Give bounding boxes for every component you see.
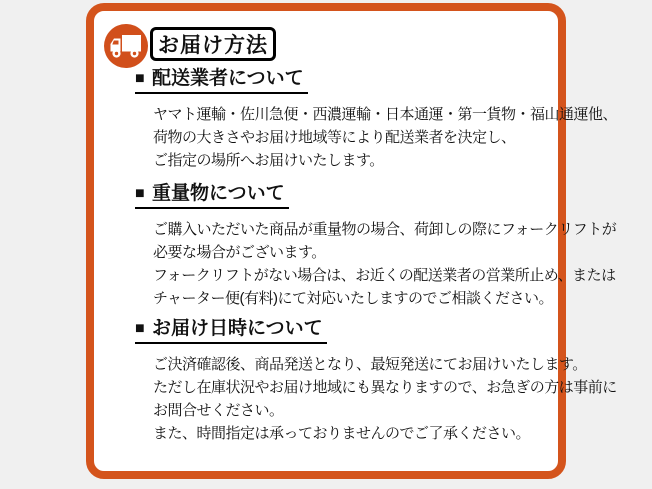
body-line: ご指定の場所へお届けいたします。 bbox=[153, 152, 384, 169]
truck-icon bbox=[104, 24, 148, 68]
section-delivery-datetime bbox=[135, 318, 617, 445]
section-body bbox=[135, 353, 617, 445]
body-line: ヤマト運輸・佐川急便・西濃運輸・日本通運・第一貨物・福山通運他、 bbox=[153, 106, 618, 123]
body-line: ただし在庫状況やお届け地域にも異なりますので、お急ぎの方は事前に bbox=[153, 379, 617, 396]
bullet-square-icon: ■ bbox=[135, 70, 145, 87]
body-line: お問合せください。 bbox=[153, 402, 284, 419]
body-line: 荷物の大きさやお届け地域等により配送業者を決定し、 bbox=[153, 129, 516, 146]
section-heavy-items bbox=[135, 183, 617, 310]
body-line: フォークリフトがない場合は、お近くの配送業者の営業所止め、または bbox=[153, 267, 616, 284]
body-line: チャーター便(有料)にて対応いたしますのでご相談ください。 bbox=[153, 290, 554, 307]
section-heading bbox=[135, 318, 327, 344]
section-heading-label: 重量物について bbox=[151, 183, 285, 204]
section-heading-label: 配送業者について bbox=[151, 68, 304, 89]
bullet-square-icon: ■ bbox=[135, 320, 145, 337]
section-shipping-carrier bbox=[135, 68, 618, 172]
body-line: ご決済確認後、商品発送となり、最短発送にてお届けいたします。 bbox=[153, 356, 587, 373]
body-line: ご購入いただいた商品が重量物の場合、荷卸しの際にフォークリフトが bbox=[153, 221, 617, 238]
section-body bbox=[135, 218, 617, 310]
body-line: 必要な場合がございます。 bbox=[153, 244, 326, 261]
delivery-info-panel bbox=[86, 3, 618, 479]
panel-title-box bbox=[150, 27, 276, 61]
body-line: また、時間指定は承っておりませんのでご了承ください。 bbox=[153, 425, 531, 442]
section-heading bbox=[135, 68, 308, 94]
bullet-square-icon: ■ bbox=[135, 185, 145, 202]
section-heading bbox=[135, 183, 289, 209]
section-heading-label: お届け日時について bbox=[151, 318, 323, 339]
panel-title: お届け方法 bbox=[158, 34, 268, 57]
section-body bbox=[135, 103, 618, 172]
